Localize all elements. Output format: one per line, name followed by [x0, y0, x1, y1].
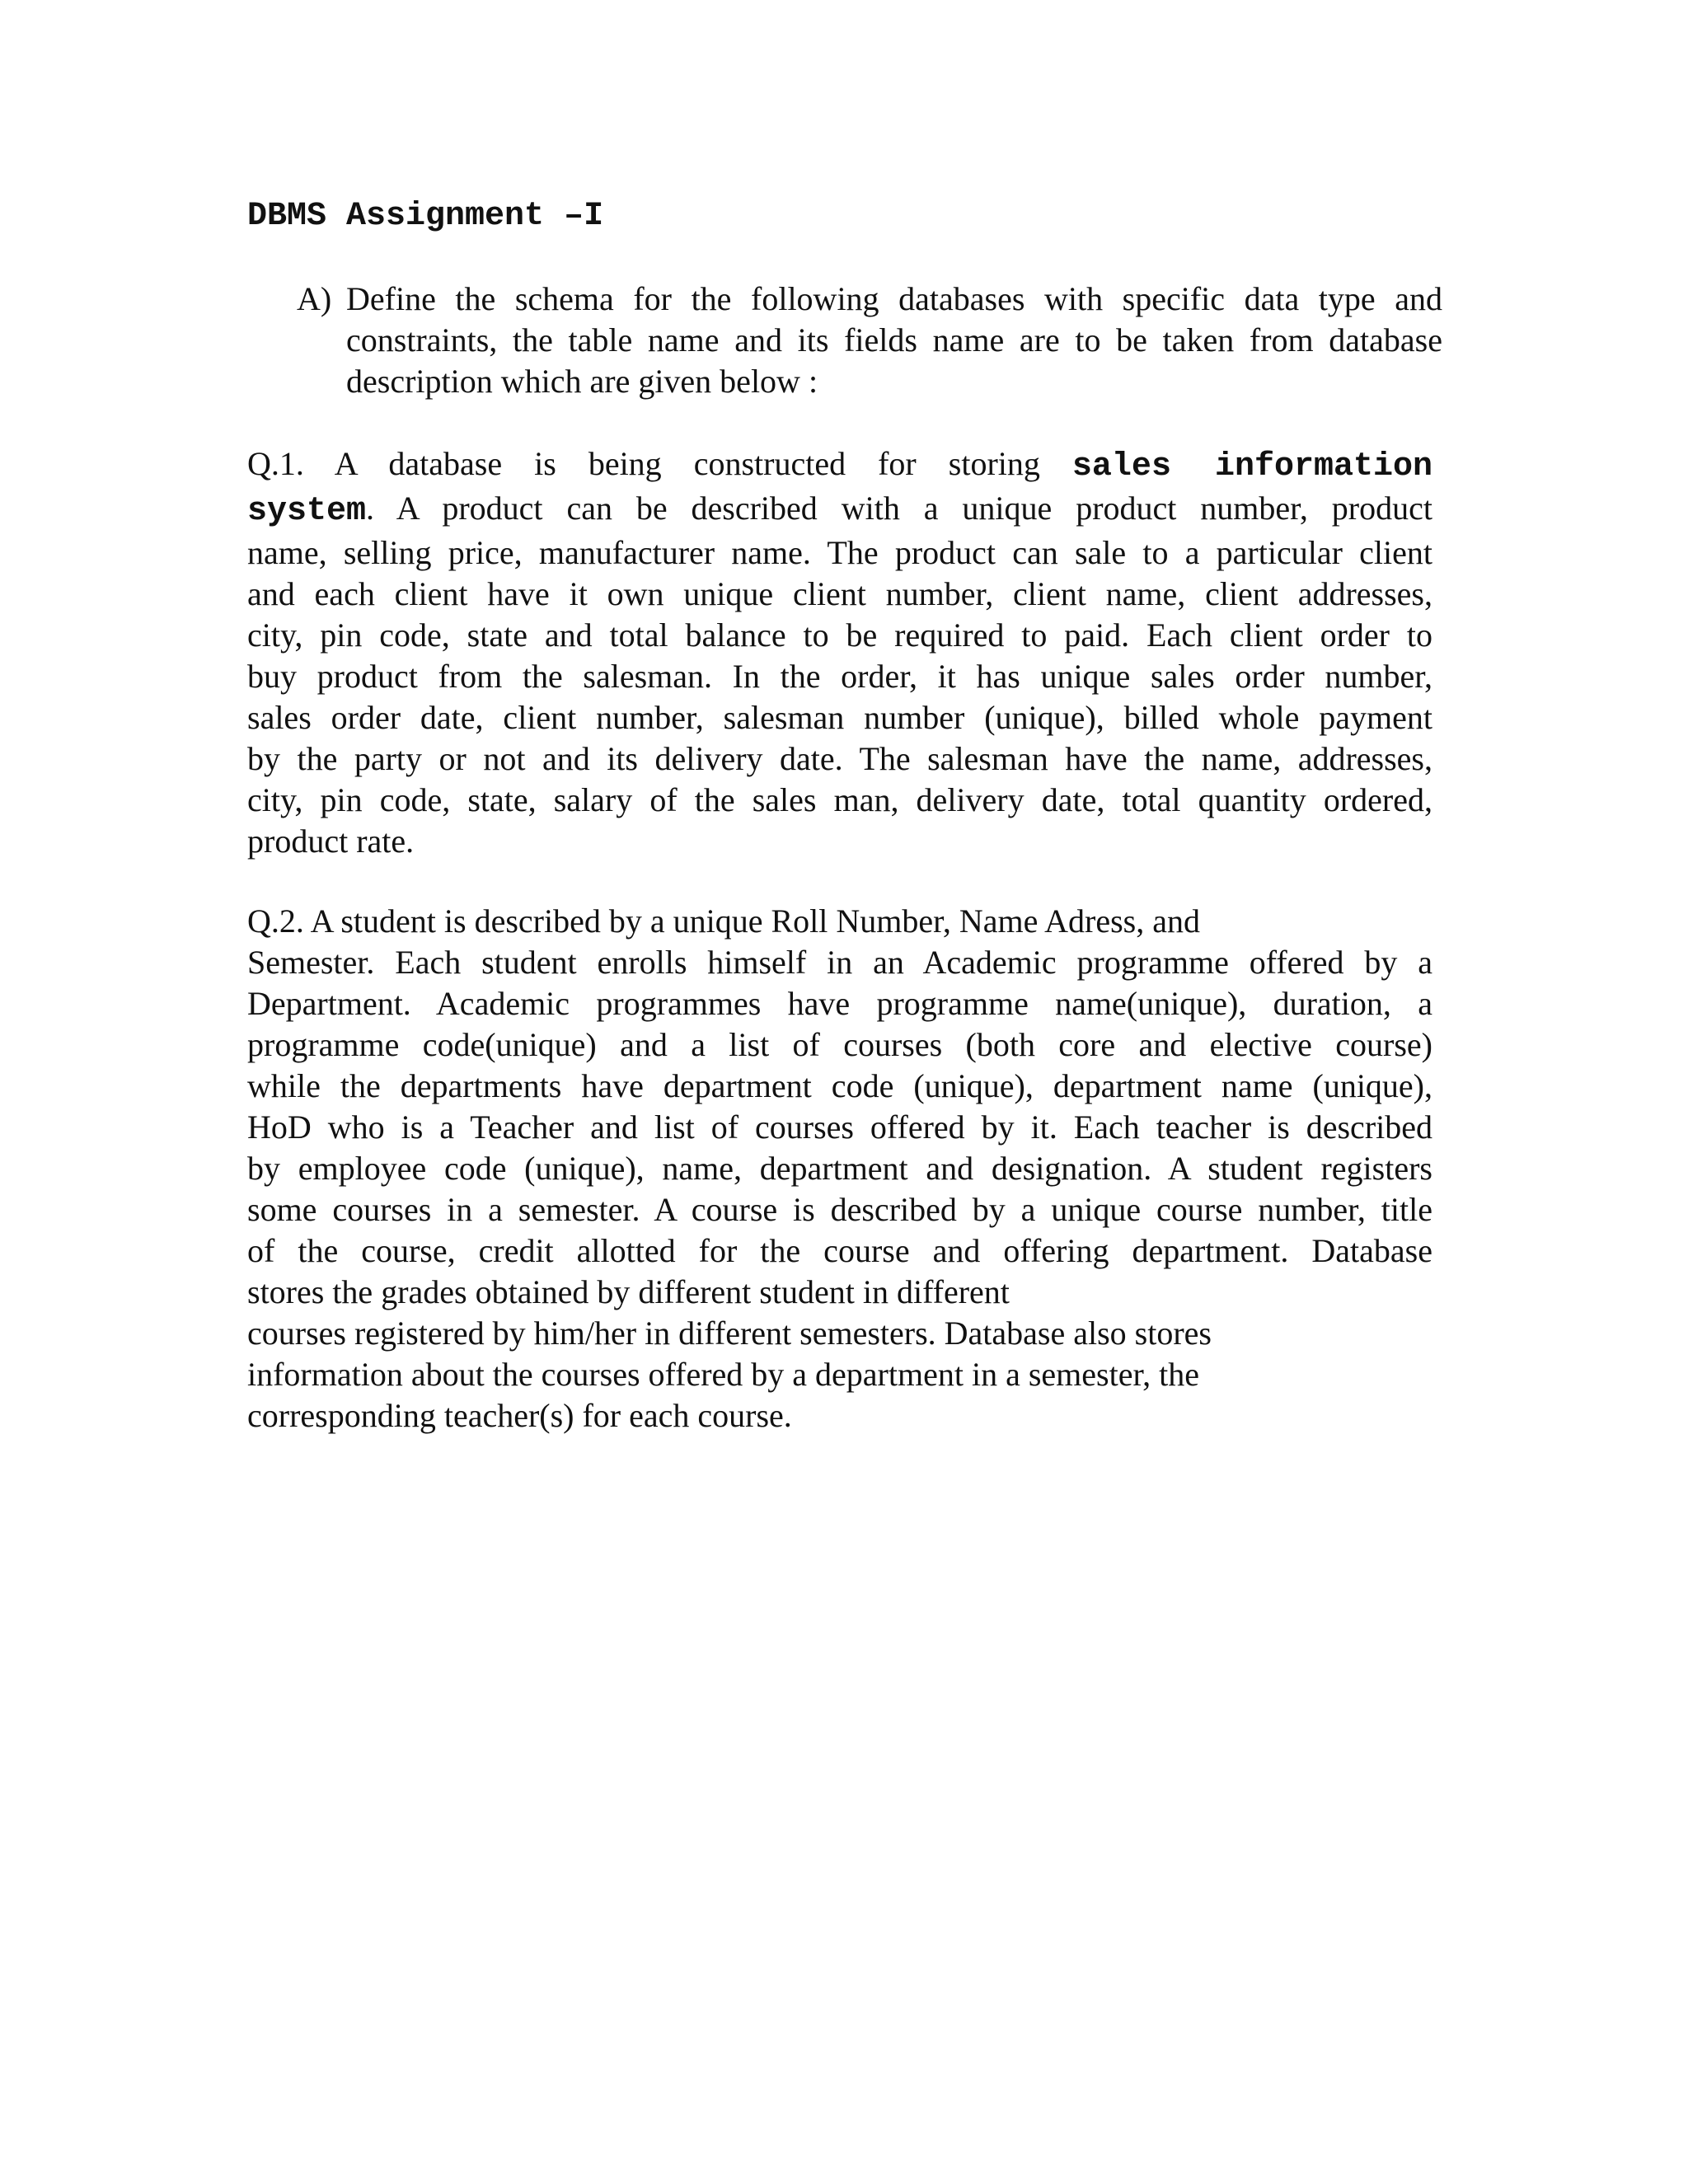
question-1-line: by the party or not and its delivery date. The salesman have the name, addresses,	[247, 740, 1432, 777]
question-1-line: city, pin code, state, salary of the sales man, delivery date, total quantity ordered,	[247, 781, 1432, 818]
question-2-line: while the departments have department code (unique), department name (unique),	[247, 1067, 1432, 1104]
question-2-line: some courses in a semester. A course is described by a unique course number, title	[247, 1191, 1432, 1228]
question-2-line: Semester. Each student enrolls himself in an Academic programme offered by a	[247, 944, 1432, 981]
question-2-line: Q.2. A student is described by a unique Roll Number, Name Adress, and	[247, 902, 1200, 940]
question-2-line: courses registered by him/her in different semesters. Database also stores	[247, 1315, 1212, 1352]
instruction-line: description which are given below :	[346, 363, 818, 400]
question-2-line: information about the courses offered by a department in a semester, the	[247, 1356, 1200, 1393]
question-1-line: name, selling price, manufacturer name. The product can sale to a particular client	[247, 534, 1432, 571]
question-2-line: Department. Academic programmes have programme name(unique), duration, a	[247, 985, 1432, 1022]
question-1-line	[247, 488, 1432, 532]
question-1	[247, 443, 1432, 862]
question-1-line: sales order date, client number, salesman number (unique), billed whole payment	[247, 699, 1432, 736]
list-marker: A)	[297, 280, 332, 317]
question-2	[247, 901, 1432, 1436]
question-1-line: buy product from the salesman. In the order, it has unique sales order number,	[247, 658, 1432, 695]
question-2-line: corresponding teacher(s) for each course.	[247, 1397, 792, 1434]
question-1-line: product rate.	[247, 823, 415, 860]
instruction-line: Define the schema for the following databases with specific data type and	[346, 280, 1442, 317]
question-2-line: programme code(unique) and a list of courses (both core and elective course)	[247, 1026, 1432, 1063]
question-2-line: stores the grades obtained by different student in different	[247, 1273, 1010, 1310]
question-1-intro: Q.1. A database is being constructed for storing	[247, 445, 1040, 482]
question-1-line2-rest: . A product can be described with a unique product number, product	[366, 490, 1432, 527]
question-2-line: of the course, credit allotted for the course and offering department. Database	[247, 1232, 1432, 1269]
question-1-line: city, pin code, state and total balance to be required to paid. Each client order to	[247, 616, 1432, 654]
document-title: DBMS Assignment –I	[247, 198, 604, 235]
question-1-line: and each client have it own unique client number, client name, client addresses,	[247, 575, 1432, 612]
instruction-text	[346, 279, 1442, 402]
question-2-line: HoD who is a Teacher and list of courses offered by it. Each teacher is described	[247, 1108, 1432, 1146]
instruction-line: constraints, the table name and its fields name are to be taken from database	[346, 321, 1442, 359]
question-2-line: by employee code (unique), name, department and designation. A student registers	[247, 1150, 1432, 1187]
emphasis-sales-information: sales information	[1071, 448, 1433, 485]
question-1-line	[247, 443, 1432, 488]
instruction-item-a	[297, 279, 1442, 402]
emphasis-system: system	[247, 493, 367, 530]
